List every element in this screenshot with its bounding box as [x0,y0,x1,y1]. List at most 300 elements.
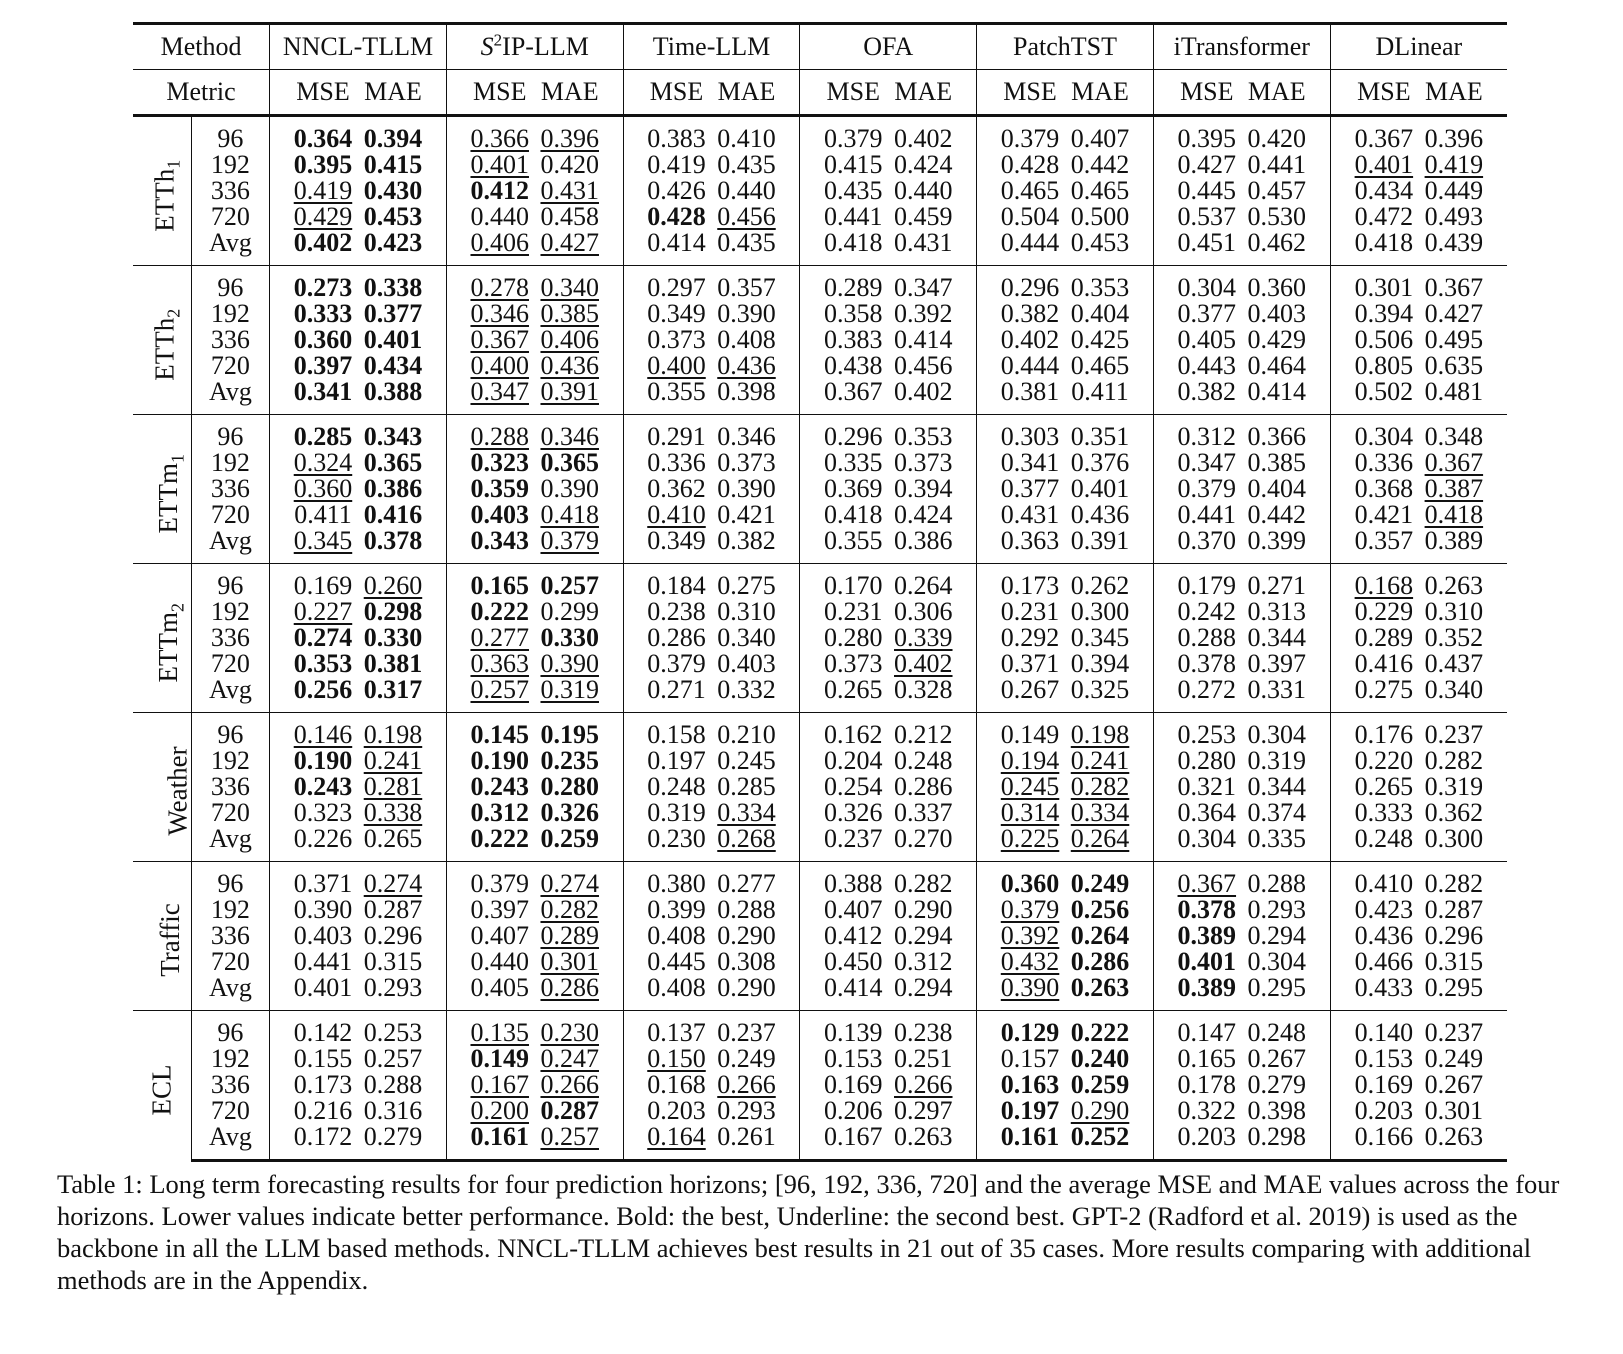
dataset-name: Weather [162,746,193,836]
mse-value: 0.346 [470,299,529,328]
mse-value: 0.149 [1000,720,1060,749]
mae-value: 0.456 [894,351,953,380]
mse-value: 0.367 [824,377,883,406]
mae-value: 0.263 [1424,571,1484,600]
mse-value: 0.265 [1354,772,1414,801]
metric-pair-cell [977,625,1154,651]
mse-value: 0.504 [1000,202,1060,231]
metric-header-row [133,70,1507,116]
mae-value: 0.411 [1071,377,1129,406]
mse-value: 0.367 [1177,869,1237,898]
mae-value: 0.282 [540,895,599,924]
dataset-label [133,713,191,862]
mse-value: 0.418 [824,500,883,529]
mse-value: 0.288 [1177,623,1237,652]
mae-value: 0.407 [1070,124,1130,153]
dataset-label [133,1011,191,1161]
mae-value: 0.367 [1424,273,1484,302]
mae-value: 0.263 [1070,973,1130,1002]
mae-value: 0.334 [1070,798,1130,827]
metric-mse-label: MSE [296,77,350,106]
table-row [133,450,1507,476]
metric-mae-label: MAE [1424,77,1483,106]
mae-value: 0.295 [1424,973,1484,1002]
mse-value: 0.280 [824,623,883,652]
mse-value: 0.466 [1354,947,1414,976]
horizon-cell: 720 [191,353,269,379]
mae-value: 0.436 [717,351,776,380]
mae-value: 0.376 [1070,448,1130,477]
metric-pair-cell [270,1011,447,1047]
mae-value: 0.442 [1070,150,1130,179]
metric-pair-cell [977,353,1154,379]
mse-value: 0.289 [824,273,883,302]
mse-value: 0.403 [470,500,529,529]
mae-value: 0.241 [1070,746,1130,775]
metric-pair-cell [977,327,1154,353]
mae-value: 0.442 [1247,500,1307,529]
mae-value: 0.340 [540,273,599,302]
metric-pair-cell [623,897,800,923]
mae-value: 0.266 [894,1070,953,1099]
metric-pair-cell [1330,774,1507,800]
mse-value: 0.431 [1000,500,1060,529]
mae-value: 0.304 [1247,720,1307,749]
mae-value: 0.253 [363,1018,423,1047]
mae-value: 0.343 [363,422,423,451]
mse-value: 0.401 [1177,947,1237,976]
mae-value: 0.453 [1070,228,1130,257]
mse-value: 0.238 [647,597,706,626]
metric-pair-cell [270,178,447,204]
mse-value: 0.301 [1354,273,1414,302]
mae-value: 0.238 [894,1018,953,1047]
mse-value: 0.414 [647,228,706,257]
mae-value: 0.267 [1424,1070,1484,1099]
mse-value: 0.502 [1354,377,1414,406]
metric-pair-cell [1153,1011,1330,1047]
table-row [133,204,1507,230]
mae-value: 0.212 [894,720,953,749]
metric-pair-cell [623,1124,800,1161]
mae-value: 0.410 [717,124,776,153]
mse-value: 0.129 [1000,1018,1060,1047]
mae-value: 0.424 [894,500,953,529]
mse-value: 0.139 [824,1018,883,1047]
mae-value: 0.279 [363,1122,423,1151]
mse-value: 0.190 [470,746,529,775]
mae-value: 0.481 [1424,377,1484,406]
horizon-cell: 192 [191,301,269,327]
mse-value: 0.336 [647,448,706,477]
metric-pair-cell [270,476,447,502]
metric-pair-cell [446,266,623,302]
metric-pair-cell [1153,230,1330,266]
mse-value: 0.444 [1000,228,1060,257]
metric-pair-cell [623,178,800,204]
mae-value: 0.353 [894,422,953,451]
metric-pair-cell [270,564,447,600]
mse-value: 0.267 [1000,675,1060,704]
mse-value: 0.304 [1177,273,1237,302]
mae-value: 0.306 [894,597,953,626]
mse-value: 0.256 [293,675,353,704]
mae-value: 0.274 [363,869,423,898]
metric-pair-cell [800,415,977,451]
dataset-label [133,415,191,564]
mse-value: 0.443 [1177,351,1237,380]
mae-value: 0.416 [363,500,423,529]
mae-value: 0.390 [540,649,599,678]
mae-value: 0.298 [363,597,423,626]
mse-value: 0.363 [1000,526,1060,555]
metric-pair-cell [446,301,623,327]
mae-value: 0.457 [1247,176,1307,205]
method-ofa: OFA [800,24,977,70]
metric-pair-cell [270,152,447,178]
mse-value: 0.392 [1000,921,1060,950]
mse-value: 0.288 [470,422,529,451]
mse-value: 0.277 [470,623,529,652]
mse-value: 0.248 [647,772,706,801]
results-body [133,116,1507,1161]
metric-pair-cell [446,1011,623,1047]
metric-pair-cell [1330,1046,1507,1072]
metric-pair-header [270,70,447,116]
mse-value: 0.203 [647,1096,706,1125]
mse-value: 0.440 [470,947,529,976]
mae-value: 0.435 [717,228,776,257]
mse-value: 0.170 [824,571,883,600]
mae-value: 0.312 [894,947,953,976]
mae-value: 0.319 [540,675,599,704]
results-table [133,22,1507,1162]
mae-value: 0.385 [1247,448,1307,477]
mae-value: 0.386 [894,526,953,555]
mae-value: 0.262 [1070,571,1130,600]
metric-pair-cell [1153,774,1330,800]
metric-pair-cell [800,1124,977,1161]
mse-value: 0.433 [1354,973,1414,1002]
mae-value: 0.339 [894,623,953,652]
mse-value: 0.145 [470,720,529,749]
metric-pair-cell [977,476,1154,502]
mae-value: 0.401 [363,325,423,354]
metric-pair-cell [977,1011,1154,1047]
horizon-cell: 720 [191,949,269,975]
mae-value: 0.420 [540,150,599,179]
mse-value: 0.206 [824,1096,883,1125]
mse-value: 0.405 [1177,325,1237,354]
table-row [133,897,1507,923]
mae-value: 0.424 [894,150,953,179]
mse-value: 0.200 [470,1096,529,1125]
mse-value: 0.416 [1354,649,1414,678]
mse-value: 0.242 [1177,597,1237,626]
metric-pair-cell [1153,116,1330,153]
metric-pair-cell [623,677,800,713]
dataset-name: Traffic [154,903,185,977]
mae-value: 0.280 [540,772,599,801]
mse-value: 0.419 [647,150,706,179]
mae-value: 0.288 [717,895,776,924]
mse-value: 0.367 [470,325,529,354]
mae-value: 0.235 [540,746,599,775]
table-row [133,625,1507,651]
horizon-cell: 96 [191,862,269,898]
mse-value: 0.204 [824,746,883,775]
mse-value: 0.163 [1000,1070,1060,1099]
horizon-cell: 96 [191,266,269,302]
horizon-cell: 336 [191,178,269,204]
metric-pair-cell [623,327,800,353]
mse-value: 0.146 [293,720,353,749]
mae-value: 0.319 [1424,772,1484,801]
metric-pair-cell [977,748,1154,774]
metric-pair-cell [977,564,1154,600]
table-row [133,862,1507,898]
mae-value: 0.391 [540,377,599,406]
horizon-cell: 192 [191,152,269,178]
metric-pair-cell [977,923,1154,949]
mse-value: 0.441 [1177,500,1237,529]
metric-pair-cell [1330,502,1507,528]
mse-value: 0.450 [824,947,883,976]
metric-pair-cell [800,476,977,502]
mae-value: 0.401 [1070,474,1130,503]
mae-value: 0.248 [894,746,953,775]
mae-value: 0.294 [894,973,953,1002]
metric-pair-cell [800,327,977,353]
metric-pair-cell [800,1011,977,1047]
metric-pair-cell [1330,353,1507,379]
metric-pair-cell [1330,450,1507,476]
table-row [133,975,1507,1011]
mse-value: 0.355 [824,526,883,555]
horizon-cell: Avg [191,528,269,564]
mae-value: 0.300 [1424,824,1484,853]
metric-pair-cell [977,204,1154,230]
mae-value: 0.332 [717,675,776,704]
mse-value: 0.291 [647,422,706,451]
metric-pair-cell [800,301,977,327]
mae-value: 0.373 [717,448,776,477]
metric-pair-cell [1153,450,1330,476]
mse-value: 0.254 [824,772,883,801]
metric-mae-label: MAE [717,77,776,106]
metric-pair-cell [623,564,800,600]
metric-pair-cell [270,327,447,353]
metric-mse-label: MSE [473,77,527,106]
table-caption: Table 1: Long term forecasting results for four prediction horizons; [96, 192, 336, 720] and the average MSE and MAE values across the four horizons. Lower values indicate better performance. Bold: the best, Underline: the second best. GPT-2 (Radford et al. 2019) is used as the backbone in all the LLM based methods. NNCL-TLLM achieves best results in 21 out of 35 cases. More results comparing with additional methods are in the Appendix. [57,1169,1560,1295]
mse-value: 0.230 [647,824,706,853]
table-row [133,923,1507,949]
mae-value: 0.266 [540,1070,599,1099]
metric-pair-cell [446,502,623,528]
mse-value: 0.341 [1000,448,1060,477]
metric-pair-cell [270,450,447,476]
metric-pair-cell [800,923,977,949]
metric-pair-cell [1153,266,1330,302]
metric-pair-cell [446,230,623,266]
mae-value: 0.290 [894,895,953,924]
mse-value: 0.390 [1000,973,1060,1002]
mae-value: 0.439 [1424,228,1484,257]
mse-value: 0.397 [293,351,353,380]
mse-value: 0.378 [1177,895,1237,924]
mse-value: 0.406 [470,228,529,257]
mse-value: 0.164 [647,1122,706,1151]
mae-value: 0.198 [1070,720,1130,749]
mae-value: 0.387 [1424,474,1484,503]
metric-pair-cell [446,748,623,774]
mae-value: 0.459 [894,202,953,231]
mse-value: 0.411 [294,500,352,529]
mae-value: 0.296 [363,921,423,950]
metric-pair-cell [270,1124,447,1161]
mse-value: 0.335 [824,448,883,477]
metric-pair-cell [1153,862,1330,898]
mse-value: 0.179 [1177,571,1237,600]
mae-value: 0.317 [363,675,423,704]
mse-value: 0.341 [293,377,353,406]
mse-value: 0.353 [293,649,353,678]
metric-mae-label: MAE [540,77,599,106]
method-s2-prefix: S [480,32,494,61]
mse-value: 0.280 [1177,746,1237,775]
mse-value: 0.377 [1000,474,1060,503]
mae-value: 0.425 [1070,325,1130,354]
table-row [133,528,1507,564]
mse-value: 0.379 [647,649,706,678]
mae-value: 0.440 [717,176,776,205]
metric-pair-cell [1330,230,1507,266]
metric-pair-cell [977,599,1154,625]
mae-value: 0.249 [717,1044,776,1073]
metric-pair-cell [623,230,800,266]
mae-value: 0.419 [1424,150,1484,179]
metric-pair-cell [623,116,800,153]
mse-value: 0.303 [1000,422,1060,451]
mae-value: 0.391 [1070,526,1130,555]
horizon-cell: 192 [191,599,269,625]
mse-value: 0.397 [470,895,529,924]
mae-value: 0.328 [894,675,953,704]
mse-value: 0.253 [1177,720,1237,749]
metric-pair-cell [977,415,1154,451]
mae-value: 0.319 [1247,746,1307,775]
metric-pair-cell [1153,800,1330,826]
mse-value: 0.347 [1177,448,1237,477]
metric-pair-cell [1153,897,1330,923]
table-row [133,748,1507,774]
mae-value: 0.351 [1070,422,1130,451]
mae-value: 0.264 [1070,824,1130,853]
mse-value: 0.312 [470,798,529,827]
mse-value: 0.167 [470,1070,529,1099]
method-s2-sup: 2 [493,30,503,50]
mae-value: 0.282 [1424,869,1484,898]
table-row [133,1124,1507,1161]
mse-value: 0.444 [1000,351,1060,380]
horizon-cell: 720 [191,204,269,230]
method-itransformer: iTransformer [1153,24,1330,70]
horizon-cell: Avg [191,975,269,1011]
mae-value: 0.282 [1070,772,1130,801]
mse-value: 0.369 [824,474,883,503]
metric-pair-cell [1330,564,1507,600]
mae-value: 0.270 [894,824,953,853]
metric-pair-cell [800,897,977,923]
mae-value: 0.195 [540,720,599,749]
mse-value: 0.399 [647,895,706,924]
mae-value: 0.259 [1070,1070,1130,1099]
dataset-label [133,266,191,415]
mae-value: 0.465 [1070,176,1130,205]
metric-pair-cell [1330,1072,1507,1098]
metric-pair-cell [800,949,977,975]
mse-value: 0.445 [1177,176,1237,205]
mse-value: 0.257 [470,675,529,704]
mae-value: 0.382 [717,526,776,555]
mse-value: 0.173 [293,1070,353,1099]
mse-value: 0.245 [1000,772,1060,801]
metric-pair-cell [800,116,977,153]
metric-pair-cell [623,476,800,502]
mae-value: 0.431 [894,228,953,257]
mae-value: 0.453 [363,202,423,231]
mse-value: 0.326 [824,798,883,827]
metric-pair-cell [623,1098,800,1124]
horizon-cell: 192 [191,450,269,476]
table-row [133,379,1507,415]
mse-value: 0.371 [1000,649,1060,678]
mse-value: 0.440 [470,202,529,231]
metric-pair-cell [623,450,800,476]
metric-pair-cell [1153,353,1330,379]
mae-value: 0.378 [363,526,423,555]
table-row [133,415,1507,451]
dataset-name: ETTh$_1$ [149,159,184,232]
metric-pair-cell [623,379,800,415]
mse-value: 0.178 [1177,1070,1237,1099]
mse-value: 0.135 [470,1018,529,1047]
mae-value: 0.267 [1247,1044,1307,1073]
mse-value: 0.312 [1177,422,1237,451]
metric-pair-cell [1153,1098,1330,1124]
metric-pair-cell [446,651,623,677]
mse-value: 0.271 [647,675,706,704]
metric-pair-cell [1153,204,1330,230]
metric-pair-cell [800,713,977,749]
mse-value: 0.358 [824,299,883,328]
mse-value: 0.363 [470,649,529,678]
mae-value: 0.249 [1070,869,1130,898]
mae-value: 0.249 [1424,1044,1484,1073]
mse-value: 0.435 [824,176,883,205]
metric-pair-cell [1153,677,1330,713]
horizon-cell: Avg [191,1124,269,1161]
metric-label: Metric [133,70,270,116]
metric-pair-cell [623,353,800,379]
mse-value: 0.220 [1354,746,1414,775]
mae-value: 0.338 [363,798,423,827]
mae-value: 0.365 [363,448,423,477]
mse-value: 0.345 [293,526,353,555]
mae-value: 0.464 [1247,351,1307,380]
mse-value: 0.296 [824,422,883,451]
mse-value: 0.168 [1354,571,1414,600]
